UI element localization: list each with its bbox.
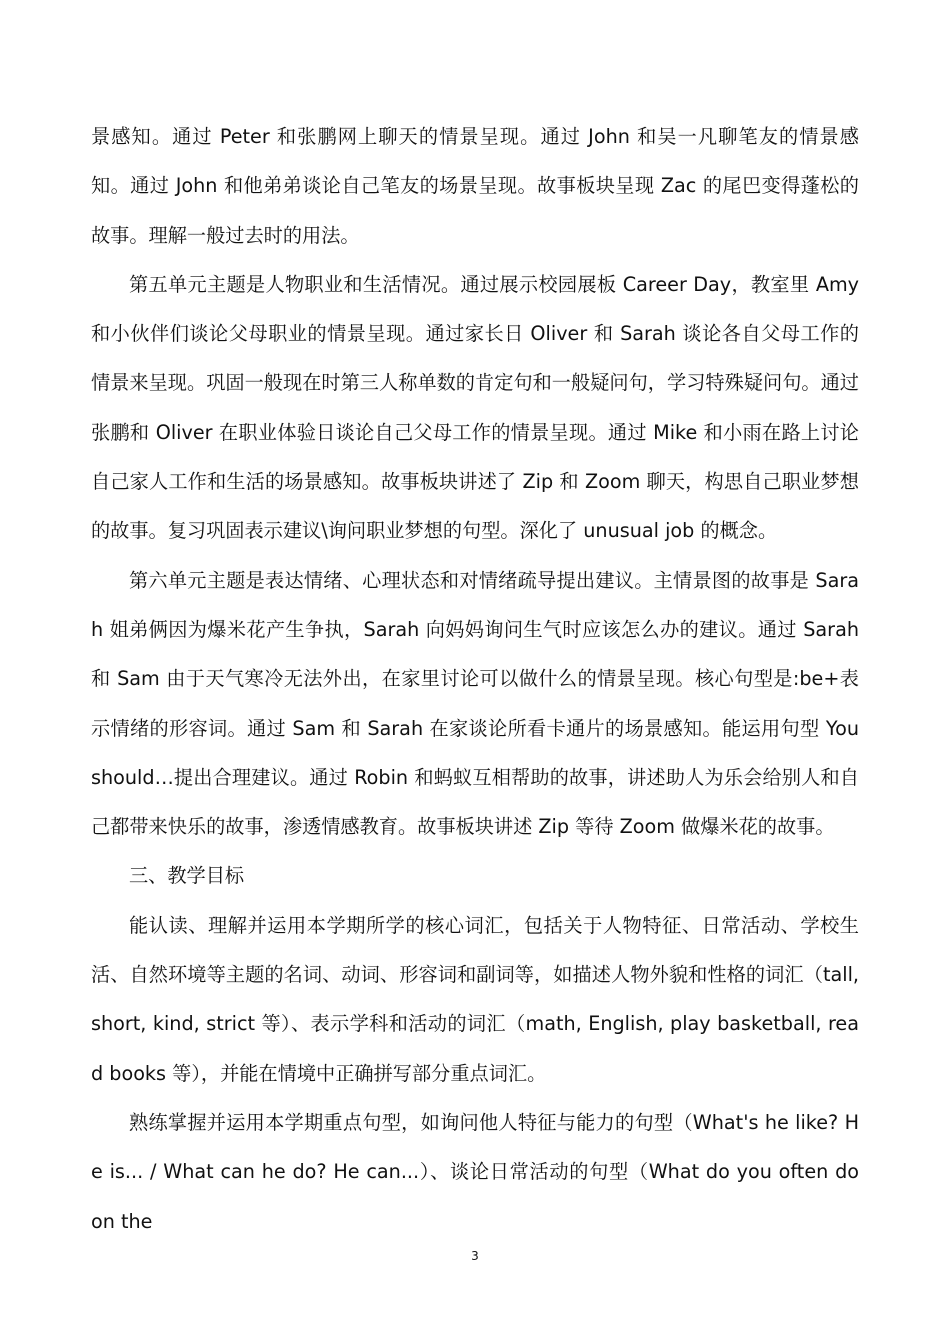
page-number: 3 [471, 1249, 479, 1263]
paragraph-continuation: 景感知。通过 Peter 和张鹏网上聊天的情景呈现。通过 John 和吴一凡聊笔友的情景感知。通过 John 和他弟弟谈论自己笔友的场景呈现。故事板块呈现 Zac 的尾巴变得蓬松的故事。理解一般过去时的用法。 [91, 125, 859, 247]
paragraph-goal-sentences: 熟练掌握并运用本学期重点句型，如询问他人特征与能力的句型（What's he like? He is... / What can he do? He can...）、谈论日常活动的句型（What do you often do on the [91, 1110, 859, 1233]
paragraph-unit-5: 第五单元主题是人物职业和生活情况。通过展示校园展板 Career Day，教室里 Amy 和小伙伴们谈论父母职业的情景呈现。通过家长日 Oliver 和 Sarah 谈论各自父母工作的情景来呈现。巩固一般现在时第三人称单数的肯定句和一般疑问句，学习特殊疑问句。通过张鹏和 Oliver 在职业体验日谈论自己父母工作的情景呈现。通过 Mike 和小雨在路上讨论自己家人工作和生活的场景感知。故事板块讲述了 Zip 和 Zoom 聊天，构思自己职业梦想的故事。复习巩固表示建议\询问职业梦想的句型。深化了 unusual job 的概念。 [91, 272, 859, 543]
document-body [91, 112, 859, 1246]
paragraph-goal-vocabulary: 能认读、理解并运用本学期所学的核心词汇，包括关于人物特征、日常活动、学校生活、自然环境等主题的名词、动词、形容词和副词等，如描述人物外貌和性格的词汇（tall, short, kind, strict 等）、表示学科和活动的词汇（math, English, play basketball, read books 等），并能在情境中正确拼写部分重点词汇。 [91, 913, 859, 1085]
paragraph-unit-6: 第六单元主题是表达情绪、心理状态和对情绪疏导提出建议。主情景图的故事是 Sarah 姐弟俩因为爆米花产生争执，Sarah 向妈妈询问生气时应该怎么办的建议。通过 Sarah 和 Sam 由于天气寒冷无法外出，在家里讨论可以做什么的情景呈现。核心句型是:be+表示情绪的形容词。通过 Sam 和 Sarah 在家谈论所看卡通片的场景感知。能运用句型 You should…提出合理建议。通过 Robin 和蚂蚁互相帮助的故事，讲述助人为乐会给别人和自己都带来快乐的故事，渗透情感教育。故事板块讲述 Zip 等待 Zoom 做爆米花的故事。 [91, 568, 859, 839]
section-heading-teaching-goals: 三、教学目标 [129, 864, 245, 888]
